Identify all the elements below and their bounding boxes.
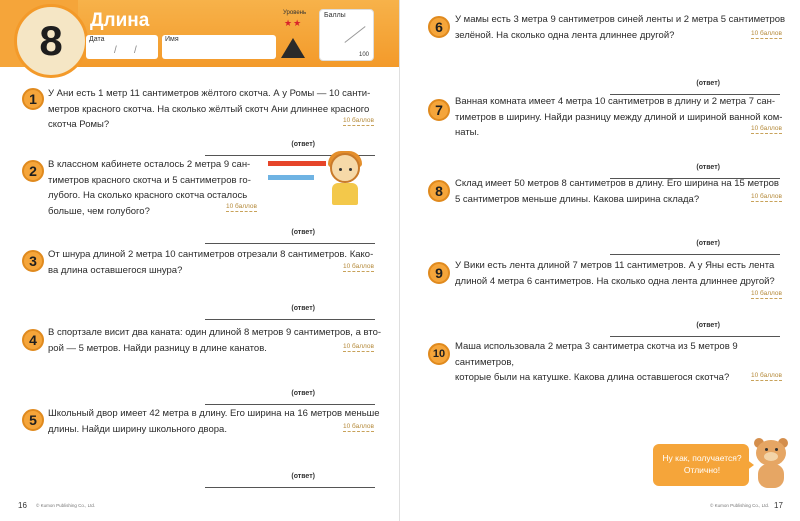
problem-points-4: 10 баллов [343,343,374,350]
speech-bubble-text: Ну как, получается? Отлично! [662,453,742,475]
answer-line-6[interactable]: (ответ) [610,80,780,95]
problem-number-4: 4 [22,329,44,351]
copyright-right: © Kumon Publishing Co., Ltd. [710,503,770,508]
problem-number-5: 5 [22,409,44,431]
answer-line-3[interactable]: (ответ) [205,305,375,320]
answer-line-7[interactable]: (ответ) [610,164,780,179]
worksheet-title: Длина [90,10,150,31]
problem-points-8: 10 баллов [751,193,782,200]
problem-text-2: В классном кабинете осталось 2 метра 9 сан- тиметров красного скотча и 5 сантиметров го- лубого. На сколько красного скотча осталось больше, чем голубого? [48,159,251,217]
problem-points-10: 10 баллов [751,372,782,379]
name-label: Имя [165,36,179,43]
answer-line-9[interactable]: (ответ) [610,322,780,337]
problem-points-9: 10 баллов [751,290,782,297]
level-label: Уровень [283,10,307,16]
problem-text-3: От шнура длиной 2 метра 10 сантиметров отрезали 8 сантиметров. Како- ва длина оставшегося шнура? [48,249,374,276]
answer-line-5[interactable]: (ответ) [205,473,375,488]
problem-text-1: У Ани есть 1 метр 11 сантиметров жёлтого скотча. А у Ромы — 10 санти- метров красного скотча. На сколько жёлтый скотч Ани длиннее красного скотча Ромы? [48,88,371,131]
name-field[interactable] [162,35,276,59]
problem-number-1: 1 [22,88,44,110]
page-number-left: 16 [18,501,27,510]
right-page [400,0,800,521]
problem-points-2: 10 баллов [226,203,257,210]
answer-line-2[interactable]: (ответ) [205,229,375,244]
problem-points-1: 10 баллов [343,117,374,124]
bear-mascot-icon [752,436,792,492]
lesson-number-badge [14,4,88,78]
score-label: Баллы [324,12,346,19]
problem-text-6: У мамы есть 3 метра 9 сантиметров синей ленты и 2 метра 5 сантиметров зелёной. На сколько одна лента длиннее другой? [455,14,786,41]
level-triangle-icon [281,38,305,58]
answer-line-1[interactable]: (ответ) [205,141,375,156]
answer-line-4[interactable]: (ответ) [205,390,375,405]
score-box[interactable] [319,9,374,61]
problem-number-8: 8 [428,180,450,202]
problem-number-3: 3 [22,250,44,272]
problem-points-3: 10 баллов [343,263,374,270]
problem-text-8: Склад имеет 50 метров 8 сантиметров в длину. Его ширина на 15 метров 5 сантиметров меньше длины. Какова ширина склада? [455,178,779,205]
copyright-left: © Kumon Publishing Co., Ltd. [36,503,96,508]
problem-points-7: 10 баллов [751,125,782,132]
problem-number-9: 9 [428,262,450,284]
level-stars: ★★ [284,18,303,28]
tape-girl-illustration [268,153,368,209]
problem-number-2: 2 [22,160,44,182]
problem-text-4: В спортзале висит два каната: один длиной 8 метров 9 сантиметров, а вто- рой — 5 метров. Найди разницу в длине канатов. [48,327,382,354]
problem-text-9: У Вики есть лента длиной 7 метров 11 сантиметров. А у Яны есть лента длиной 4 метра 6 сантиметров. На сколько одна лента длиннее другой? [455,260,775,287]
page-number-right: 17 [774,501,783,510]
answer-line-8[interactable]: (ответ) [610,240,780,255]
problem-text-10: Маша использовала 2 метра 3 сантиметра скотча из 5 метров 9 сантиметров, которые были на катушке. Какова длина оставшегося скотча? [455,341,738,384]
score-max: 100 [358,52,369,58]
problem-text-7: Ванная комната имеет 4 метра 10 сантиметров в длину и 2 метра 7 сан- тиметров в ширину. Найди разницу между длиной и шириной ванной ком- наты. [455,96,783,139]
problem-number-10: 10 [428,343,450,365]
date-field[interactable]: Дата / / [86,35,158,59]
problem-text-5: Школьный двор имеет 42 метра в длину. Его ширина на 16 метров меньше длины. Найди ширину школьного двора. [48,408,380,435]
problem-points-5: 10 баллов [343,423,374,430]
lesson-number: 8 [39,17,63,64]
problem-points-6: 10 баллов [751,30,782,37]
problem-number-6: 6 [428,16,450,38]
problem-number-7: 7 [428,99,450,121]
date-label: Дата [89,36,105,43]
